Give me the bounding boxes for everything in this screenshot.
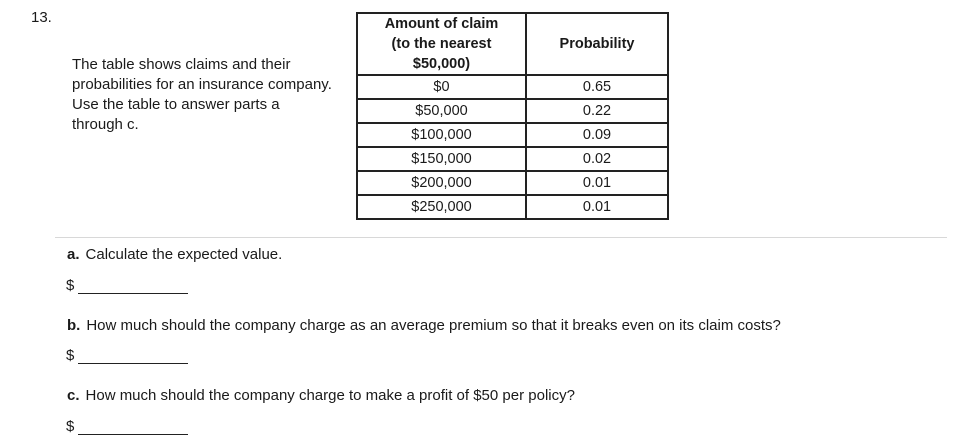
table-row (357, 75, 668, 99)
probability-cell: 0.01 (526, 171, 668, 195)
header-amount-line-3: $50,000) (412, 56, 471, 72)
part-b-text: How much should the company charge as an average premium so that it breaks even on its claim costs? (86, 317, 781, 334)
claim-amount-cell: $250,000 (357, 195, 526, 219)
part-b-currency-symbol: $ (66, 347, 75, 364)
header-probability: Probability (526, 13, 668, 75)
header-amount-line-2: (to the nearest (391, 36, 492, 52)
part-c-prompt (67, 387, 575, 404)
part-c-answer-row (66, 418, 188, 435)
part-c-text: How much should the company charge to make a profit of $50 per policy? (85, 387, 575, 404)
header-amount-of-claim (357, 13, 526, 75)
part-b-letter: b. (67, 317, 81, 334)
part-a-answer-field[interactable] (78, 277, 188, 294)
part-b-prompt (67, 317, 781, 334)
part-a-prompt (67, 246, 282, 263)
claim-amount-cell: $50,000 (357, 99, 526, 123)
table-row (357, 99, 668, 123)
probability-cell: 0.22 (526, 99, 668, 123)
claims-table (356, 12, 669, 220)
claim-amount-cell: $100,000 (357, 123, 526, 147)
table-header-row (357, 13, 668, 75)
table-row (357, 123, 668, 147)
claim-amount-cell: $0 (357, 75, 526, 99)
probability-cell: 0.01 (526, 195, 668, 219)
probability-cell: 0.65 (526, 75, 668, 99)
header-amount-line-1: Amount of claim (384, 16, 499, 32)
part-c-currency-symbol: $ (66, 418, 75, 435)
table-row (357, 147, 668, 171)
question-number: 13. (31, 9, 52, 26)
probability-cell: 0.09 (526, 123, 668, 147)
intro-text: The table shows claims and their probabilities for an insurance company. Use the table to answer parts a through c. (72, 56, 332, 133)
part-a-answer-row (66, 277, 188, 294)
part-b-answer-field[interactable] (78, 347, 188, 364)
part-c-answer-field[interactable] (78, 418, 188, 435)
claim-amount-cell: $150,000 (357, 147, 526, 171)
probability-cell: 0.02 (526, 147, 668, 171)
table-row (357, 195, 668, 219)
section-divider (55, 237, 947, 238)
table-row (357, 171, 668, 195)
part-a-currency-symbol: $ (66, 277, 75, 294)
part-a-text: Calculate the expected value. (85, 246, 283, 263)
part-b-answer-row (66, 347, 188, 364)
part-c-letter: c. (67, 387, 80, 404)
claim-amount-cell: $200,000 (357, 171, 526, 195)
part-a-letter: a. (67, 246, 80, 263)
